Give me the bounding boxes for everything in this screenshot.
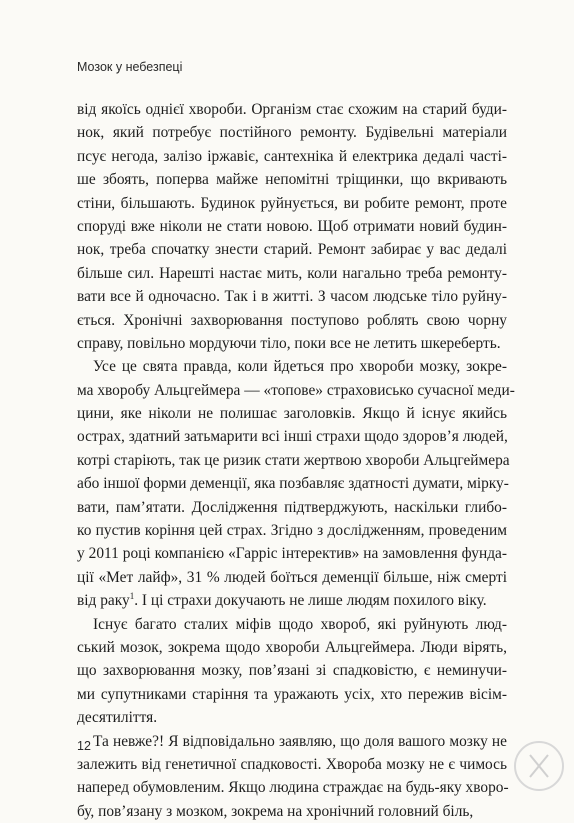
text-line: справу, повільно мордуючи тіло, поки все не летить шкереберть. xyxy=(77,334,501,352)
text-line xyxy=(77,589,507,612)
paragraph xyxy=(77,613,507,730)
text-line: від якоїсь однієї хвороби. Організм стає схожим на старий буди- xyxy=(77,101,507,118)
paragraph xyxy=(77,730,507,823)
text-fragment: від раку xyxy=(77,592,130,610)
text-line: Та невже?! Я відповідально заявляю, що доля вашого мозку не xyxy=(93,732,507,750)
paragraph xyxy=(77,98,507,355)
watermark-x-icon xyxy=(514,741,564,791)
text-line: або іншої форми деменції, яка позбавляє здатності думати, мірку- xyxy=(77,475,509,493)
text-line: вати, пам’ятати. Дослідження підтверджують, наскільки глибо- xyxy=(77,498,507,516)
text-line: ції «Мет лайф», 31 % людей боїться деменції більше, ніж смерті xyxy=(77,568,507,586)
text-line: ше збоять, поперва майже непомітні тріщинки, що вкривають xyxy=(77,171,507,189)
text-line: ми супутниками старіння та уражають усіх, хто пережив вісім- xyxy=(77,685,507,703)
text-line: котрі старіють, так це ризик стати жертвою хвороби Альцгеймера xyxy=(77,451,510,469)
text-line: ма хворобу Альцгеймера — «топове» страховисько сучасної меди- xyxy=(77,381,515,399)
text-line: острах, здатний затьмарити всі інші страхи щодо здоров’я людей, xyxy=(77,428,508,446)
text-line: псує негода, залізо іржавіє, сантехніка й електрика дедалі часті- xyxy=(77,147,507,165)
text-line: цини, яке ніколи не полишає заголовків. Якщо й існує якийсь xyxy=(77,405,507,423)
text-line: залежить від генетичної спадковості. Хвороба мозку не є чимось xyxy=(77,755,507,773)
text-line: ський мозок, зокрема щодо хвороби Альцгеймера. Люди вірять, xyxy=(77,638,507,656)
text-line: ється. Хронічні захворювання поступово роблять свою чорну xyxy=(77,311,507,329)
text-line: бу, пов’язану з мозком, зокрема на хронічний головний біль, xyxy=(77,802,474,820)
text-line: Усе це свята правда, коли йдеться про хвороби мозку, зокре- xyxy=(93,358,507,376)
running-header: Мозок у небезпеці xyxy=(77,60,183,74)
text-fragment: . І ці страхи докучають не лише людям похилого віку. xyxy=(134,592,487,610)
text-line: нок, треба спочатку знести старий. Ремонт забирає у вас дедалі xyxy=(77,241,507,259)
text-line: ко пустив коріння цей страх. Згідно з дослідженням, проведеним xyxy=(77,522,507,540)
text-line: стіни, більшають. Будинок руйнується, ви робите ремонт, проте xyxy=(77,194,507,212)
text-line: десятиліття. xyxy=(77,709,158,727)
page-number: 12 xyxy=(77,739,91,753)
text-line: більше сил. Нарешті настає мить, коли нагально треба ремонту- xyxy=(77,264,507,282)
paragraph xyxy=(77,355,515,612)
body-text xyxy=(77,98,515,823)
text-line: у 2011 році компанією «Гарріс інтеректив» на замовлення фунда- xyxy=(77,545,507,563)
text-line: наперед обумовленим. Якщо людина страждає на будь-яку хворо- xyxy=(77,779,509,797)
text-line: вати все й одночасно. Так і в житті. З часом людське тіло руйну- xyxy=(77,288,507,306)
text-line: що захворювання мозку, пов’язані зі спадковістю, є неминучи- xyxy=(77,662,507,680)
footnote-marker[interactable]: 1 xyxy=(129,591,135,602)
text-line: Існує багато сталих міфів щодо хвороб, які руйнують люд- xyxy=(93,615,507,633)
text-line: споруді вже ніколи не стати новою. Щоб отримати новий будин- xyxy=(77,217,507,235)
text-line: нок, який потребує постійного ремонту. Будівельні матеріали xyxy=(77,124,507,142)
